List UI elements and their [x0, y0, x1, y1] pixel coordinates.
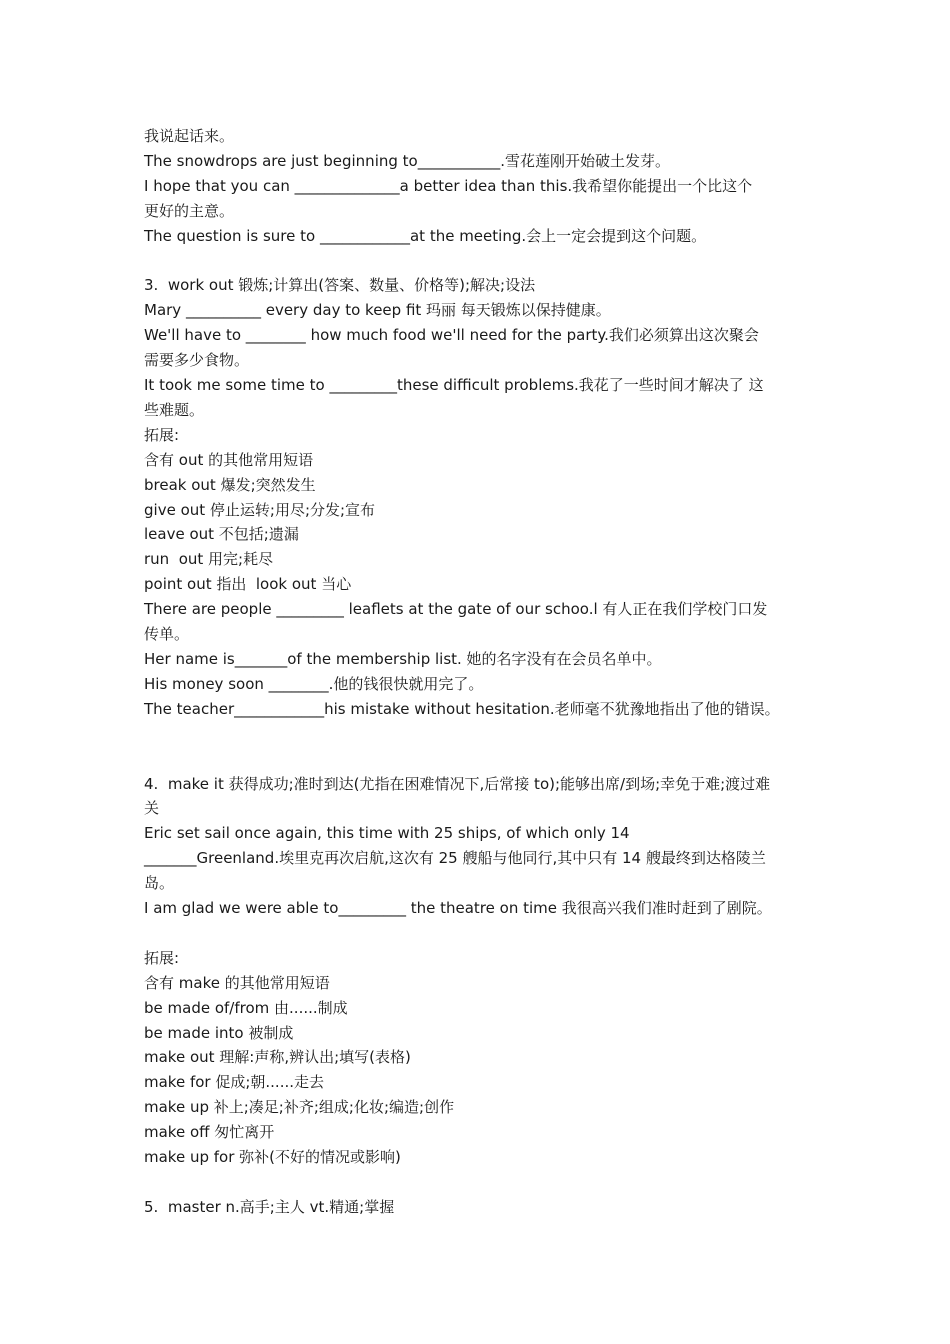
example-line: _______Greenland.埃里克再次启航,这次有 25 艘船与他同行,其中只有 14 艘最终到达格陵兰: [144, 849, 766, 868]
phrase-line: be made of/from 由......制成: [144, 998, 348, 1017]
example-line: Eric set sail once again, this time with 25 ships, of which only 14: [144, 824, 630, 843]
spacer: [144, 722, 824, 772]
exercise-line: Her name is_______of the membership list. 她的名字没有在会员名单中。: [144, 650, 662, 669]
phrase-line: make for 促成;朝......走去: [144, 1073, 325, 1092]
example-line: 更好的主意。: [144, 201, 235, 220]
spacer: [144, 1170, 824, 1195]
spacer: [144, 249, 824, 274]
phrase-line: make off 匆忙离开: [144, 1123, 275, 1142]
example-line: I hope that you can ______________a better idea than this.我希望你能提出一个比这个: [144, 176, 753, 195]
exercise-line: His money soon ________.他的钱很快就用完了。: [144, 674, 484, 693]
section-3: [144, 273, 824, 721]
spacer: [144, 921, 824, 946]
example-line: 岛。: [144, 874, 175, 893]
exercise-line: 传单。: [144, 625, 190, 644]
phrase-line: make up 补上;凑足;补齐;组成;化妆;编造;创作: [144, 1098, 455, 1117]
phrase-line: leave out 不包括;遗漏: [144, 525, 299, 544]
section-heading: 4. make it 获得成功;准时到达(尤指在困难情况下,后常接 to);能够出席/到场;幸免于难;渡过难: [144, 774, 771, 793]
example-line: The question is sure to ____________at the meeting.会上一定会提到这个问题。: [144, 226, 707, 245]
example-line: 需要多少食物。: [144, 351, 250, 370]
section-5: [144, 1195, 824, 1220]
section-4: [144, 772, 824, 1170]
phrase-line: break out 爆发;突然发生: [144, 475, 316, 494]
example-line: Mary __________ every day to keep fit 玛丽 每天锻炼以保持健康。: [144, 301, 611, 320]
text-line: 我说起话来。: [144, 127, 235, 145]
example-line: I am glad we were able to_________ the theatre on time 我很高兴我们准时赶到了剧院。: [144, 899, 772, 918]
extension-label: 拓展:: [144, 948, 180, 967]
section-heading: 5. master n.高手;主人 vt.精通;掌握: [144, 1197, 395, 1216]
extension-title: 含有 make 的其他常用短语: [144, 973, 330, 992]
exercise-line: There are people _________ leaflets at the gate of our schoo.l 有人正在我们学校门口发: [144, 600, 768, 619]
section-heading: 3. work out 锻炼;计算出(答案、数量、价格等);解决;设法: [144, 276, 536, 295]
section-2-tail: [144, 124, 824, 249]
phrase-line: make up for 弥补(不好的情况或影响): [144, 1148, 401, 1167]
example-line: The snowdrops are just beginning to___________.雪花莲刚开始破土发芽。: [144, 151, 670, 170]
extension-title: 含有 out 的其他常用短语: [144, 450, 314, 469]
document-page: [144, 124, 824, 1220]
example-line: We'll have to ________ how much food we'll need for the party.我们必须算出这次聚会: [144, 326, 759, 345]
phrase-line: run out 用完;耗尽: [144, 550, 274, 569]
phrase-line: be made into 被制成: [144, 1023, 294, 1042]
example-line: It took me some time to _________these difficult problems.我花了一些时间才解决了 这: [144, 376, 764, 395]
phrase-line: point out 指出 look out 当心: [144, 575, 352, 594]
phrase-line: make out 理解:声称,辨认出;填写(表格): [144, 1048, 411, 1067]
section-heading: 关: [144, 799, 160, 818]
phrase-line: give out 停止运转;用尽;分发;宣布: [144, 500, 376, 519]
extension-label: 拓展:: [144, 425, 180, 444]
example-line: 些难题。: [144, 400, 205, 419]
exercise-line: The teacher____________his mistake without hesitation.老师毫不犹豫地指出了他的错误。: [144, 699, 780, 718]
